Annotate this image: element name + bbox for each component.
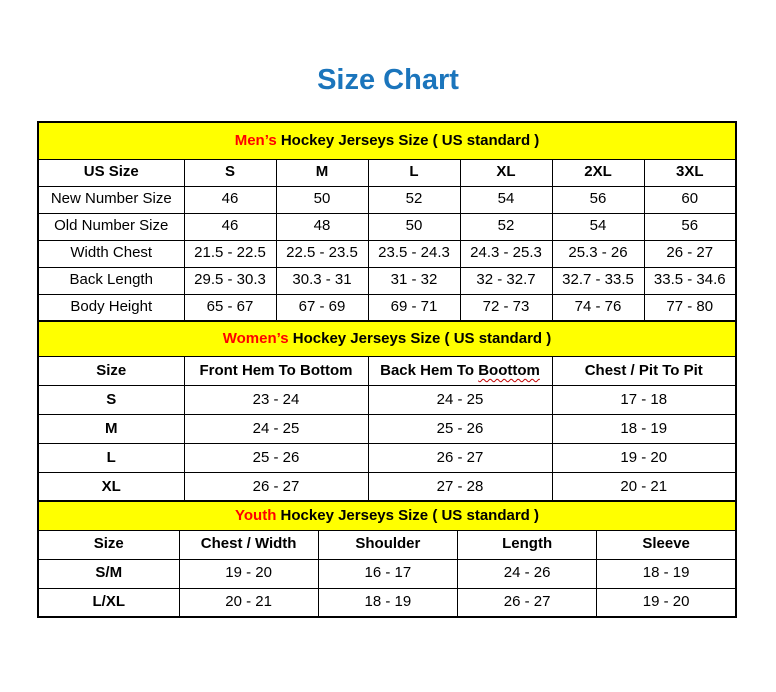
column-header: Size bbox=[38, 357, 184, 386]
table-row bbox=[38, 240, 736, 267]
size-value: 33.5 - 34.6 bbox=[644, 267, 736, 294]
mens-banner-text: Hockey Jerseys Size ( US standard ) bbox=[276, 131, 540, 149]
size-value: 52 bbox=[368, 186, 460, 213]
size-value: 26 - 27 bbox=[184, 473, 368, 502]
youth-banner bbox=[38, 501, 736, 530]
column-header: S bbox=[184, 159, 276, 186]
misspelled-word: Boottom bbox=[478, 361, 540, 379]
size-value: 24.3 - 25.3 bbox=[460, 240, 552, 267]
size-value: 31 - 32 bbox=[368, 267, 460, 294]
table-row bbox=[38, 213, 736, 240]
column-header: Size bbox=[38, 530, 179, 559]
size-value: 27 - 28 bbox=[368, 473, 552, 502]
size-value: 69 - 71 bbox=[368, 294, 460, 321]
column-header: M bbox=[276, 159, 368, 186]
size-value: 54 bbox=[552, 213, 644, 240]
size-value: 16 - 17 bbox=[318, 559, 457, 588]
row-label: Back Length bbox=[38, 267, 184, 294]
womens-size-table bbox=[37, 320, 737, 503]
column-header: XL bbox=[460, 159, 552, 186]
row-label: S bbox=[38, 386, 184, 415]
row-label: L/XL bbox=[38, 588, 179, 617]
size-value: 54 bbox=[460, 186, 552, 213]
youth-banner-highlight: Youth bbox=[235, 506, 277, 524]
size-value: 50 bbox=[368, 213, 460, 240]
size-value: 18 - 19 bbox=[318, 588, 457, 617]
womens-banner bbox=[38, 321, 736, 357]
size-value: 25 - 26 bbox=[368, 415, 552, 444]
column-header: L bbox=[368, 159, 460, 186]
row-label: Old Number Size bbox=[38, 213, 184, 240]
womens-header-row bbox=[38, 357, 736, 386]
size-value: 74 - 76 bbox=[552, 294, 644, 321]
size-tables-container bbox=[37, 121, 737, 618]
size-value: 48 bbox=[276, 213, 368, 240]
size-value: 60 bbox=[644, 186, 736, 213]
size-value: 52 bbox=[460, 213, 552, 240]
row-label: M bbox=[38, 415, 184, 444]
womens-banner-highlight: Women’s bbox=[222, 329, 289, 347]
size-value: 24 - 25 bbox=[368, 386, 552, 415]
youth-banner-row bbox=[38, 501, 736, 530]
size-value: 46 bbox=[184, 186, 276, 213]
size-value: 32 - 32.7 bbox=[460, 267, 552, 294]
column-header: US Size bbox=[38, 159, 184, 186]
table-row bbox=[38, 186, 736, 213]
table-row bbox=[38, 473, 736, 502]
size-value: 32.7 - 33.5 bbox=[552, 267, 644, 294]
table-row bbox=[38, 267, 736, 294]
table-row bbox=[38, 415, 736, 444]
mens-banner-row bbox=[38, 122, 736, 159]
table-row bbox=[38, 294, 736, 321]
column-header: Front Hem To Bottom bbox=[184, 357, 368, 386]
mens-banner-highlight: Men’s bbox=[234, 131, 277, 149]
size-value: 17 - 18 bbox=[552, 386, 736, 415]
size-value: 65 - 67 bbox=[184, 294, 276, 321]
mens-size-table bbox=[37, 121, 737, 322]
column-header: 2XL bbox=[552, 159, 644, 186]
size-value: 26 - 27 bbox=[458, 588, 597, 617]
column-header bbox=[368, 357, 552, 386]
size-value: 77 - 80 bbox=[644, 294, 736, 321]
column-header: Shoulder bbox=[318, 530, 457, 559]
size-value: 20 - 21 bbox=[179, 588, 318, 617]
size-value: 67 - 69 bbox=[276, 294, 368, 321]
size-value: 29.5 - 30.3 bbox=[184, 267, 276, 294]
mens-banner bbox=[38, 122, 736, 159]
row-label: S/M bbox=[38, 559, 179, 588]
size-value: 25.3 - 26 bbox=[552, 240, 644, 267]
row-label: L bbox=[38, 444, 184, 473]
mens-header-row bbox=[38, 159, 736, 186]
size-value: 24 - 25 bbox=[184, 415, 368, 444]
table-row bbox=[38, 588, 736, 617]
size-value: 50 bbox=[276, 186, 368, 213]
size-value: 26 - 27 bbox=[644, 240, 736, 267]
size-value: 23.5 - 24.3 bbox=[368, 240, 460, 267]
size-value: 30.3 - 31 bbox=[276, 267, 368, 294]
size-value: 46 bbox=[184, 213, 276, 240]
table-row bbox=[38, 559, 736, 588]
size-value: 24 - 26 bbox=[458, 559, 597, 588]
size-value: 22.5 - 23.5 bbox=[276, 240, 368, 267]
size-value: 19 - 20 bbox=[552, 444, 736, 473]
size-value: 19 - 20 bbox=[179, 559, 318, 588]
column-header: 3XL bbox=[644, 159, 736, 186]
size-value: 18 - 19 bbox=[597, 559, 736, 588]
table-row bbox=[38, 444, 736, 473]
size-value: 18 - 19 bbox=[552, 415, 736, 444]
size-value: 72 - 73 bbox=[460, 294, 552, 321]
size-value: 21.5 - 22.5 bbox=[184, 240, 276, 267]
size-value: 25 - 26 bbox=[184, 444, 368, 473]
page-title: Size Chart bbox=[317, 64, 459, 96]
size-value: 56 bbox=[644, 213, 736, 240]
size-value: 23 - 24 bbox=[184, 386, 368, 415]
row-label: XL bbox=[38, 473, 184, 502]
column-header: Sleeve bbox=[597, 530, 736, 559]
column-header: Chest / Pit To Pit bbox=[552, 357, 736, 386]
size-value: 19 - 20 bbox=[597, 588, 736, 617]
row-label: New Number Size bbox=[38, 186, 184, 213]
size-value: 20 - 21 bbox=[552, 473, 736, 502]
row-label: Width Chest bbox=[38, 240, 184, 267]
table-row bbox=[38, 386, 736, 415]
youth-size-table bbox=[37, 500, 737, 618]
column-header-text: Back Hem To bbox=[380, 361, 479, 379]
size-value: 26 - 27 bbox=[368, 444, 552, 473]
youth-banner-text: Hockey Jerseys Size ( US standard ) bbox=[276, 506, 539, 524]
womens-banner-text: Hockey Jerseys Size ( US standard ) bbox=[288, 329, 552, 347]
column-header: Length bbox=[458, 530, 597, 559]
womens-banner-row bbox=[38, 321, 736, 357]
size-value: 56 bbox=[552, 186, 644, 213]
youth-header-row bbox=[38, 530, 736, 559]
column-header: Chest / Width bbox=[179, 530, 318, 559]
row-label: Body Height bbox=[38, 294, 184, 321]
